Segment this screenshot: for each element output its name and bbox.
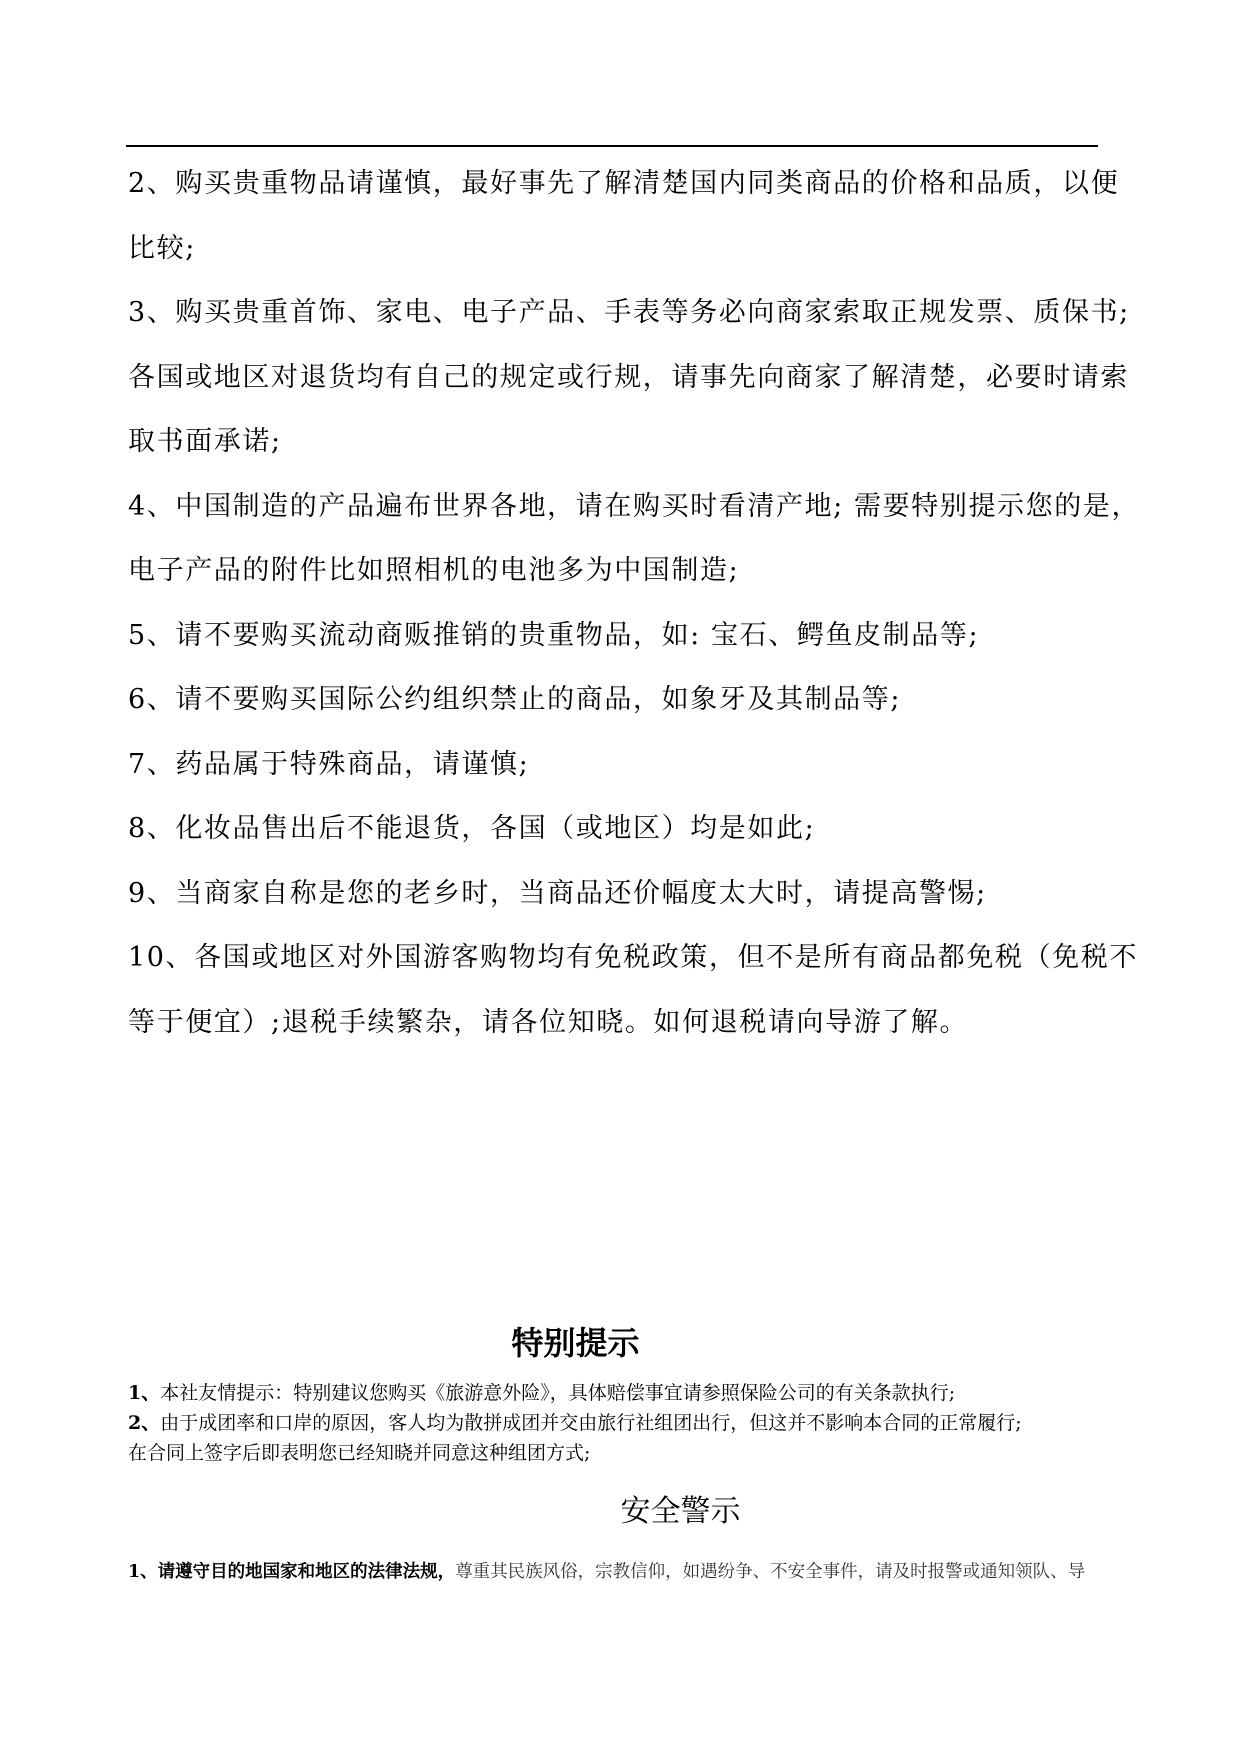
special-notice-heading: 特别提示 xyxy=(511,1324,640,1362)
tip-line: 9、当商家自称是您的老乡时，当商品还价幅度太大时，请提高警惕; xyxy=(128,877,987,909)
tip-line: 6、请不要购买国际公约组织禁止的商品，如象牙及其制品等; xyxy=(128,684,902,715)
shopping-tip-8 xyxy=(128,797,1138,862)
item-text: 尊重其民族风俗，宗教信仰，如遇纷争、不安全事件，请及时报警或通知领队、导 xyxy=(455,1562,1086,1582)
tip-line: 10、各国或地区对外国游客购物均有免税政策，但不是所有商品都免税（免税不 xyxy=(128,942,1138,973)
shopping-tip-6 xyxy=(128,668,1138,733)
safety-warning-heading: 安全警示 xyxy=(620,1494,741,1529)
tip-line: 取书面承诺; xyxy=(128,426,282,457)
safety-warning-item-1 xyxy=(128,1558,1148,1586)
shopping-tip-3 xyxy=(128,281,1138,475)
item-number: 2、 xyxy=(128,1412,161,1434)
tip-line: 5、请不要购买流动商贩推销的贵重物品，如: 宝石、鳄鱼皮制品等; xyxy=(128,619,980,651)
shopping-tip-10 xyxy=(128,926,1138,1055)
shopping-tip-9 xyxy=(128,862,1138,927)
item-bold-text: 1、请遵守目的地国家和地区的法律法规， xyxy=(128,1562,456,1582)
shopping-tip-5 xyxy=(128,604,1138,669)
item-number: 1、 xyxy=(128,1382,161,1404)
tip-line: 7、药品属于特殊商品，请谨慎; xyxy=(128,748,530,780)
shopping-tip-7 xyxy=(128,733,1138,798)
special-notice-list xyxy=(128,1378,1138,1468)
tip-line: 8、化妆品售出后不能退货，各国（或地区）均是如此; xyxy=(128,813,816,844)
item-text: 本社友情提示：特别建议您购买《旅游意外险》，具体赔偿事宜请参照保险公司的有关条款执行; xyxy=(160,1382,956,1404)
shopping-tip-4 xyxy=(128,475,1141,604)
special-notice-item-1 xyxy=(128,1378,1138,1408)
item-text: 由于成团率和口岸的原因，客人均为散拼成团并交由旅行社组团出行，但这并不影响本合同的正常履行; xyxy=(160,1412,1022,1434)
tip-line: 4、中国制造的产品遍布世界各地，请在购买时看清产地; 需要特别提示您的是， xyxy=(128,490,1141,522)
tip-line: 各国或地区对退货均有自己的规定或行规，请事先向商家了解清楚，必要时请索 xyxy=(128,361,1129,393)
special-notice-item-2 xyxy=(128,1408,1138,1438)
tip-line: 比较; xyxy=(128,232,196,264)
top-divider-rule xyxy=(126,145,1098,147)
tip-line: 等于便宜）;退税手续繁杂，请各位知晓。如何退税请向导游了解。 xyxy=(128,1006,969,1038)
tip-line: 电子产品的附件比如照相机的电池多为中国制造; xyxy=(128,555,740,586)
shopping-tip-2 xyxy=(128,152,1138,281)
shopping-tips-list xyxy=(128,152,1141,1055)
special-notice-item-2-continued: 在合同上签字后即表明您已经知晓并同意这种组团方式; xyxy=(128,1442,591,1464)
tip-line: 3、购买贵重首饰、家电、电子产品、手表等务必向商家索取正规发票、质保书; xyxy=(128,297,1130,328)
safety-warning-list xyxy=(128,1558,1148,1586)
tip-line: 2、购买贵重物品请谨慎，最好事先了解清楚国内同类商品的价格和品质，以便 xyxy=(128,168,1120,199)
